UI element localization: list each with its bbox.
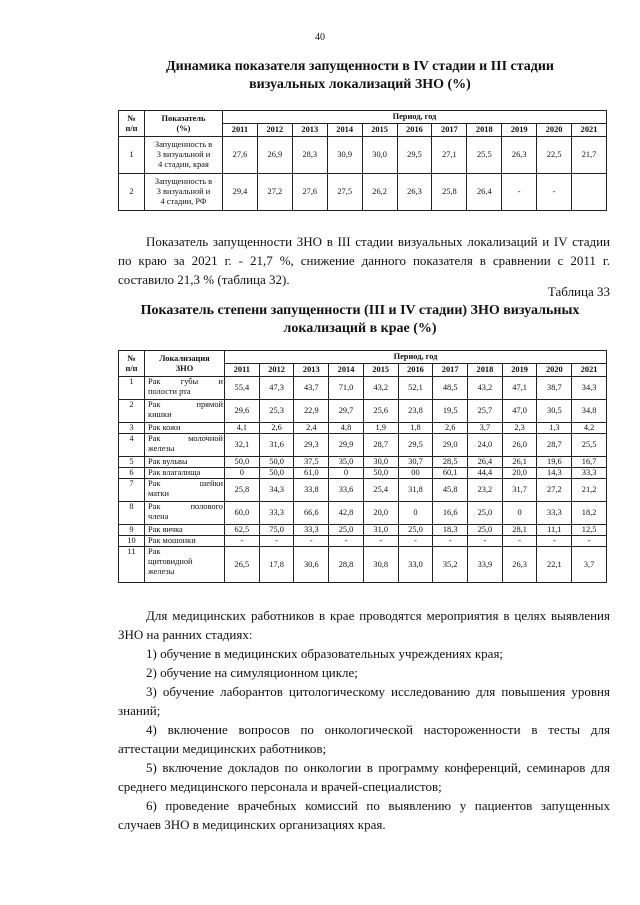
t2-value-cell: 26,4 [468, 457, 503, 468]
t2-value-cell: 29,7 [329, 400, 364, 423]
t2-row-num: 6 [119, 468, 145, 479]
t1-value-cell: 27,6 [292, 174, 327, 211]
table-row [119, 536, 607, 547]
list-item-6: 6) проведение врачебных комиссий по выявлению у пациентов запущенных случаев ЗНО в медицинских организациях края. [118, 798, 610, 832]
t2-row-localization-line [148, 479, 223, 489]
t2-value-cell: 47,3 [259, 377, 294, 400]
t2-row-localization [145, 457, 225, 468]
t2-localization-word: Рак [148, 400, 161, 409]
t2-value-cell: 29,3 [294, 434, 329, 457]
t2-value-cell: - [537, 536, 572, 547]
t1-year-header: 2018 [467, 124, 502, 137]
t2-value-cell: 0 [225, 468, 260, 479]
t2-row-localization-line: члена [148, 512, 169, 521]
t2-row-localization [145, 525, 225, 536]
t2-value-cell: 34,3 [572, 377, 607, 400]
t2-row-num: 9 [119, 525, 145, 536]
t1-value-cell: 26,3 [502, 137, 537, 174]
t2-value-cell: - [259, 536, 294, 547]
t2-value-cell: 28,7 [537, 434, 572, 457]
table-row [119, 547, 607, 583]
t2-value-cell: 0 [329, 468, 364, 479]
t2-value-cell: 22,1 [537, 547, 572, 583]
t2-year-header: 2017 [433, 364, 468, 377]
t1-value-cell: 28,3 [292, 137, 327, 174]
table-row [119, 457, 607, 468]
t1-year-header: 2011 [223, 124, 258, 137]
t2-value-cell: 25,5 [572, 434, 607, 457]
t2-row-localization-line [148, 400, 223, 410]
list-item-3: 3) обучение лаборантов цитологическому исследованию для повышения уровня знаний; [118, 684, 610, 718]
t1-value-cell: 21,7 [572, 137, 607, 174]
table-row [119, 174, 607, 211]
t2-row-localization-line: щитовидной [148, 557, 193, 566]
table-row [119, 468, 607, 479]
t2-value-cell: 30,7 [398, 457, 433, 468]
t1-year-header: 2015 [362, 124, 397, 137]
t2-value-cell: - [433, 536, 468, 547]
t2-value-cell: 26,3 [502, 547, 537, 583]
t2-value-cell: 0 [502, 502, 537, 525]
table1-title-line2: визуальных локализаций ЗНО (%) [249, 77, 471, 92]
list-item-1: 1) обучение в медицинских образовательных учреждениях края; [146, 646, 504, 661]
t1-value-cell: 25,8 [432, 174, 467, 211]
t2-value-cell: 29,9 [329, 434, 364, 457]
t2-row-localization [145, 479, 225, 502]
t1-value-cell: 27,5 [327, 174, 362, 211]
t2-value-cell: 25,6 [363, 400, 398, 423]
paragraph-stage-summary: Показатель запущенности ЗНО в III стадии визуальных локализаций и IV стадии по краю за 2021 г. - 21,7 %, снижение данного показателя в сравнении с 2011 г. составило 21,3 % (таблица 32). [118, 234, 610, 287]
t2-year-header: 2020 [537, 364, 572, 377]
t2-value-cell: 60,0 [225, 502, 260, 525]
t1-year-header: 2021 [572, 124, 607, 137]
t2-localization-word: губы [180, 377, 199, 386]
t1-value-cell: 26,9 [257, 137, 292, 174]
t2-row-localization-line: Рак мошонки [148, 536, 196, 545]
t2-value-cell: 35,2 [433, 547, 468, 583]
t2-value-cell: 33,9 [468, 547, 503, 583]
t1-value-cell: 30,9 [327, 137, 362, 174]
table1-title [100, 58, 620, 94]
t1-row-num: 1 [119, 137, 145, 174]
t1-year-header: 2014 [327, 124, 362, 137]
t2-row-num: 2 [119, 400, 145, 423]
t2-value-cell: 26,0 [502, 434, 537, 457]
t2-value-cell: 11,1 [537, 525, 572, 536]
t2-row-localization-line: полости рта [148, 387, 191, 396]
table2 [118, 350, 607, 583]
t2-value-cell: 32,1 [225, 434, 260, 457]
t2-value-cell: - [572, 536, 607, 547]
t2-row-localization-line: Рак кожи [148, 423, 181, 432]
t2-row-num: 10 [119, 536, 145, 547]
t2-row-localization [145, 547, 225, 583]
t2-value-cell: 27,2 [537, 479, 572, 502]
t2-value-cell: 1,8 [398, 423, 433, 434]
t1-row-label-line: Запущенность в [154, 140, 213, 149]
t2-value-cell: 75,0 [259, 525, 294, 536]
t2-year-header: 2014 [329, 364, 364, 377]
t2-year-header: 2018 [468, 364, 503, 377]
t2-value-cell: 18,2 [572, 502, 607, 525]
t2-localization-word: Рак [148, 479, 161, 488]
t2-value-cell: 60,1 [433, 468, 468, 479]
t1-value-cell: 30,0 [362, 137, 397, 174]
t2-value-cell: 1,3 [537, 423, 572, 434]
t1-value-cell: - [537, 174, 572, 211]
t1-value-cell: 25,5 [467, 137, 502, 174]
t2-value-cell: 43,2 [468, 377, 503, 400]
t1-year-header: 2019 [502, 124, 537, 137]
t2-row-localization-line: Рак яичка [148, 525, 183, 534]
t2-year-header: 2019 [502, 364, 537, 377]
t1-value-cell: 27,2 [257, 174, 292, 211]
t1-row-label [145, 174, 223, 211]
t2-row-localization [145, 423, 225, 434]
t2-value-cell: 48,5 [433, 377, 468, 400]
t2-value-cell: 3,7 [572, 547, 607, 583]
t2-value-cell: 25,7 [468, 400, 503, 423]
t2-value-cell: 31,0 [363, 525, 398, 536]
t1-value-cell: 27,6 [223, 137, 258, 174]
table-row [119, 137, 607, 174]
t2-row-localization-line [148, 434, 223, 444]
t1-value-cell: 26,4 [467, 174, 502, 211]
t2-value-cell: 17,8 [259, 547, 294, 583]
t1-value-cell: 22,5 [537, 137, 572, 174]
table-row [119, 377, 607, 400]
table1-title-line1: Динамика показателя запущенности в IV стадии и III стадии [166, 59, 554, 74]
t2-row-num: 5 [119, 457, 145, 468]
t2-row-localization-line: железы [148, 567, 175, 576]
t2-value-cell: 28,7 [363, 434, 398, 457]
t1-value-cell [572, 174, 607, 211]
t2-value-cell: 0 [398, 502, 433, 525]
t1-year-header: 2013 [292, 124, 327, 137]
t2-value-cell: 30,6 [294, 547, 329, 583]
t2-value-cell: 20,0 [363, 502, 398, 525]
t2-value-cell: 4,1 [225, 423, 260, 434]
t2-year-header: 2012 [259, 364, 294, 377]
t2-value-cell: 33,8 [294, 479, 329, 502]
t2-value-cell: 23,2 [468, 479, 503, 502]
t2-value-cell: - [363, 536, 398, 547]
t2-value-cell: 66,6 [294, 502, 329, 525]
t2-value-cell: 25,0 [468, 502, 503, 525]
t2-value-cell: 19,6 [537, 457, 572, 468]
t2-row-localization-line: матки [148, 489, 169, 498]
t2-row-localization-line: Рак влагалища [148, 468, 201, 477]
t2-value-cell: 42,8 [329, 502, 364, 525]
t2-header-period: Период, год [225, 351, 607, 364]
table-row [119, 525, 607, 536]
list-item-5: 5) включение докладов по онкологии в программу конференций, семинаров для среднего медицинского персонала и врачей-специалистов; [118, 760, 610, 794]
t2-value-cell: 25,0 [398, 525, 433, 536]
t2-value-cell: - [225, 536, 260, 547]
t2-value-cell: 2,6 [259, 423, 294, 434]
t2-value-cell: 33,0 [398, 547, 433, 583]
table-row [119, 502, 607, 525]
t1-row-label-line: 3 визуальной и [156, 150, 211, 159]
table-row [119, 400, 607, 423]
t2-row-localization [145, 434, 225, 457]
t2-row-localization [145, 502, 225, 525]
t2-row-num: 11 [119, 547, 145, 583]
t2-value-cell: 2,3 [502, 423, 537, 434]
t2-value-cell: 25,8 [225, 479, 260, 502]
t2-value-cell: 47,0 [502, 400, 537, 423]
t2-year-header: 2016 [398, 364, 433, 377]
t2-value-cell: 24,0 [468, 434, 503, 457]
t2-value-cell: 37,5 [294, 457, 329, 468]
t2-value-cell: 29,5 [398, 434, 433, 457]
t2-value-cell: 34,8 [572, 400, 607, 423]
t2-value-cell: - [329, 536, 364, 547]
t2-value-cell: 12,5 [572, 525, 607, 536]
t2-value-cell: 28,5 [433, 457, 468, 468]
t2-value-cell: 26,1 [502, 457, 537, 468]
t1-value-cell: 29,4 [223, 174, 258, 211]
table-row [119, 423, 607, 434]
t2-value-cell: 25,4 [363, 479, 398, 502]
t1-row-label-line: Запущенность в [154, 177, 213, 186]
t2-row-localization-line [148, 377, 223, 387]
list-item-4: 4) включение вопросов по онкологической настороженности в тесты для аттестации медицинских работников; [118, 722, 610, 756]
t2-value-cell: 19,5 [433, 400, 468, 423]
t2-localization-word: шейки [199, 479, 223, 488]
t1-row-label-line: 4 стадии, РФ [160, 197, 207, 206]
t1-value-cell: 26,2 [362, 174, 397, 211]
t2-row-localization [145, 536, 225, 547]
t2-year-header: 2021 [572, 364, 607, 377]
t2-value-cell: 26,5 [225, 547, 260, 583]
t2-value-cell: 20,0 [502, 468, 537, 479]
t2-value-cell: 22,9 [294, 400, 329, 423]
t2-value-cell: - [502, 536, 537, 547]
t2-value-cell: 52,1 [398, 377, 433, 400]
t2-value-cell: 43,7 [294, 377, 329, 400]
t1-row-num: 2 [119, 174, 145, 211]
t2-row-localization [145, 400, 225, 423]
t2-value-cell: 00 [398, 468, 433, 479]
t2-header-num: № п/п [119, 351, 145, 377]
t2-value-cell: 28,8 [329, 547, 364, 583]
t2-value-cell: 3,7 [468, 423, 503, 434]
t1-header-indicator: Показатель (%) [145, 111, 223, 137]
t2-row-num: 8 [119, 502, 145, 525]
t2-value-cell: 33,3 [537, 502, 572, 525]
t2-localization-word: Рак [148, 377, 161, 386]
t2-value-cell: - [468, 536, 503, 547]
t1-row-label [145, 137, 223, 174]
t2-localization-word: прямой [196, 400, 223, 409]
t2-value-cell: 28,1 [502, 525, 537, 536]
t2-localization-word: Рак [148, 434, 161, 443]
t2-year-header: 2013 [294, 364, 329, 377]
t1-value-cell: 29,5 [397, 137, 432, 174]
t2-value-cell: 33,3 [294, 525, 329, 536]
t2-value-cell: 30,8 [363, 547, 398, 583]
t1-year-header: 2012 [257, 124, 292, 137]
t2-localization-word: и [218, 377, 223, 386]
t1-row-label-line: 3 визуальной и [156, 187, 211, 196]
t2-localization-word: Рак [148, 502, 161, 511]
t1-year-header: 2017 [432, 124, 467, 137]
t1-header-num: № п/п [119, 111, 145, 137]
t2-value-cell: - [398, 536, 433, 547]
t2-row-num: 4 [119, 434, 145, 457]
t2-row-num: 7 [119, 479, 145, 502]
t2-row-localization [145, 468, 225, 479]
t2-value-cell: 29,6 [225, 400, 260, 423]
t1-value-cell: 27,1 [432, 137, 467, 174]
t2-value-cell: 31,6 [259, 434, 294, 457]
t2-value-cell: 30,5 [537, 400, 572, 423]
t2-row-localization [145, 377, 225, 400]
t2-value-cell: 47,1 [502, 377, 537, 400]
t2-header-localization: Локализация ЗНО [145, 351, 225, 377]
table1 [118, 110, 607, 211]
t2-value-cell: 44,4 [468, 468, 503, 479]
t2-value-cell: 50,0 [225, 457, 260, 468]
t2-value-cell: 55,4 [225, 377, 260, 400]
t2-value-cell: 18,3 [433, 525, 468, 536]
t2-row-num: 3 [119, 423, 145, 434]
t2-value-cell: 33,3 [572, 468, 607, 479]
t2-value-cell: 43,2 [363, 377, 398, 400]
t2-row-localization-line: Рак вульвы [148, 457, 188, 466]
t2-value-cell: 38,7 [537, 377, 572, 400]
t2-value-cell: 2,4 [294, 423, 329, 434]
t1-row-label-line: 4 стадии, края [158, 160, 209, 169]
t2-value-cell: 4,2 [572, 423, 607, 434]
t1-year-header: 2020 [537, 124, 572, 137]
t2-value-cell: 50,0 [259, 457, 294, 468]
t2-value-cell: 16,6 [433, 502, 468, 525]
table2-title-line1: Показатель степени запущенности (III и IV стадии) ЗНО визуальных [140, 303, 580, 318]
table-row [119, 434, 607, 457]
list-item-2: 2) обучение на симуляционном цикле; [146, 665, 358, 680]
t2-value-cell: 31,7 [502, 479, 537, 502]
t2-year-header: 2011 [225, 364, 260, 377]
t1-value-cell: - [502, 174, 537, 211]
t2-localization-word: молочной [188, 434, 223, 443]
t2-value-cell: 33,3 [259, 502, 294, 525]
t2-value-cell: 23,8 [398, 400, 433, 423]
t2-value-cell: 61,0 [294, 468, 329, 479]
t2-value-cell: 50,0 [259, 468, 294, 479]
t1-year-header: 2016 [397, 124, 432, 137]
t1-header-period: Период, год [223, 111, 607, 124]
t2-value-cell: 45,8 [433, 479, 468, 502]
t2-row-localization-line: Рак [148, 547, 161, 556]
table2-label: Таблица 33 [547, 284, 610, 299]
t1-value-cell: 26,3 [397, 174, 432, 211]
t2-value-cell: 14,3 [537, 468, 572, 479]
t2-value-cell: 4,8 [329, 423, 364, 434]
t2-row-localization-line [148, 502, 223, 512]
t2-value-cell: 1,9 [363, 423, 398, 434]
table2-title [100, 302, 620, 338]
t2-value-cell: 31,8 [398, 479, 433, 502]
t2-row-num: 1 [119, 377, 145, 400]
t2-value-cell: 71,0 [329, 377, 364, 400]
t2-value-cell: 34,3 [259, 479, 294, 502]
t2-value-cell: 62,5 [225, 525, 260, 536]
t2-value-cell: 50,0 [363, 468, 398, 479]
table2-title-line2: локализаций в крае (%) [283, 321, 437, 336]
t2-row-localization-line: кишки [148, 410, 172, 419]
t2-value-cell: 21,2 [572, 479, 607, 502]
t2-value-cell: 25,3 [259, 400, 294, 423]
t2-value-cell: 30,0 [363, 457, 398, 468]
t2-year-header: 2015 [363, 364, 398, 377]
t2-localization-word: полового [190, 502, 223, 511]
t2-value-cell: 35,0 [329, 457, 364, 468]
t2-value-cell: 16,7 [572, 457, 607, 468]
t2-value-cell: 33,6 [329, 479, 364, 502]
t2-row-localization-line: железы [148, 444, 175, 453]
t2-value-cell: 25,0 [468, 525, 503, 536]
t2-value-cell: 25,0 [329, 525, 364, 536]
page-number: 40 [315, 32, 325, 43]
t2-value-cell: 2,6 [433, 423, 468, 434]
t2-value-cell: - [294, 536, 329, 547]
paragraph-measures-intro: Для медицинских работников в крае проводятся мероприятия в целях выявления ЗНО на ранних стадиях: [118, 608, 610, 642]
t2-value-cell: 29,0 [433, 434, 468, 457]
table-row [119, 479, 607, 502]
